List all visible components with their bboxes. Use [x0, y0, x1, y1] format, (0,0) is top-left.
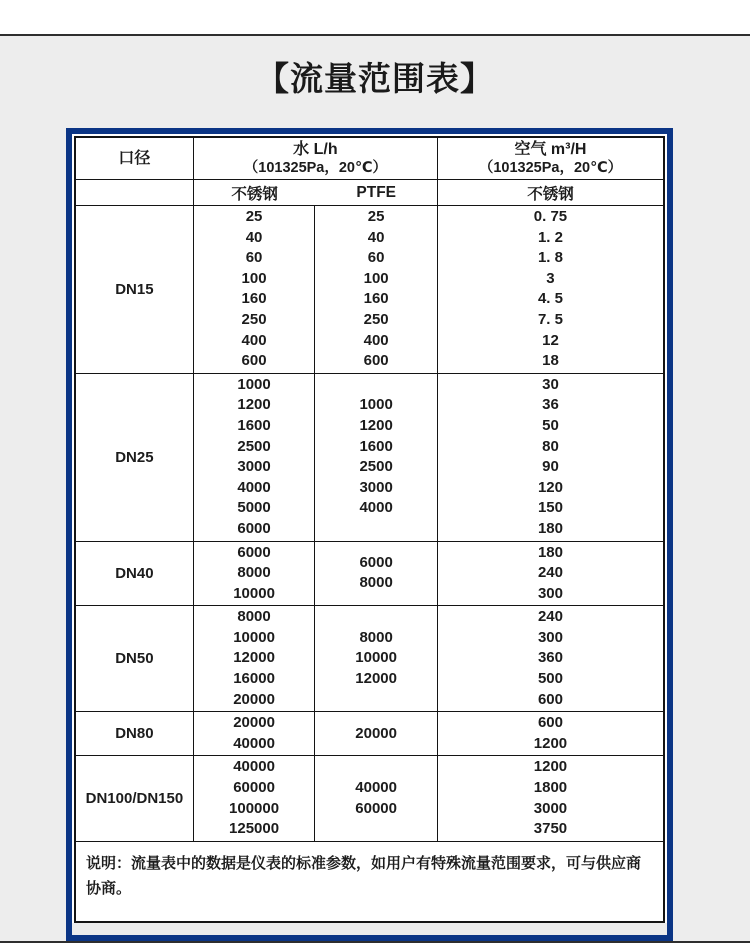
value-line: 12000	[355, 670, 397, 688]
value-line: 100	[363, 269, 389, 287]
value-line: 10000	[355, 649, 397, 667]
subheader-air-stainless-label: 不锈钢	[527, 185, 574, 203]
value-line: 250	[241, 310, 267, 328]
header-diameter	[76, 138, 193, 179]
top-white-strip	[0, 0, 750, 34]
water-ptfe-values	[314, 542, 437, 606]
water-ptfe-values	[314, 712, 437, 755]
value-line: 12000	[233, 649, 275, 667]
value-line: 3750	[533, 820, 568, 838]
value-line: 360	[537, 649, 563, 667]
value-line: 1000	[359, 396, 393, 414]
value-line: 240	[537, 564, 563, 582]
value-line: 0. 75	[533, 208, 568, 225]
diameter-label: DN40	[115, 564, 154, 582]
value-line: 36	[542, 396, 559, 414]
value-line: 1200	[237, 396, 271, 414]
diameter-label: DN15	[115, 280, 154, 298]
value-line: 8000	[237, 608, 271, 626]
diameter-label: DN80	[115, 725, 154, 743]
value-line: 50	[542, 416, 559, 434]
value-line: 3	[546, 269, 555, 287]
value-line: 1. 2	[537, 228, 563, 246]
value-line: 160	[363, 290, 389, 308]
value-line: 3000	[533, 799, 568, 817]
value-line: 60	[367, 249, 385, 267]
header-water-title: 水 L/h	[293, 140, 338, 158]
value-line: 1200	[359, 416, 393, 434]
value-line: 80	[542, 437, 559, 455]
value-line: 400	[241, 331, 267, 349]
water-stainless-values	[193, 606, 315, 711]
value-line: 40	[367, 228, 385, 246]
value-line: 12	[542, 331, 559, 349]
value-line: 20000	[355, 724, 397, 742]
value-line: 3000	[237, 458, 271, 476]
value-line: 25	[245, 208, 263, 225]
value-line: 7. 5	[537, 310, 563, 328]
frame-bottom-strip	[72, 923, 667, 935]
value-line: 500	[537, 670, 563, 688]
water-stainless-values	[193, 542, 315, 606]
value-line: 10000	[233, 628, 275, 646]
value-line: 40	[245, 228, 263, 246]
value-line: 60000	[233, 779, 275, 797]
table-section-dn25	[76, 373, 663, 541]
value-line: 60	[245, 249, 263, 267]
value-line: 6000	[359, 553, 393, 571]
flow-range-table	[74, 136, 665, 923]
table-section-dn15	[76, 205, 663, 373]
value-line: 40000	[355, 779, 397, 797]
table-note: 说明：流量表中的数据是仪表的标准参数，如用户有特殊流量范围要求，可与供应商协商。	[76, 841, 663, 921]
table-frame	[66, 128, 673, 941]
value-line: 3000	[359, 478, 393, 496]
value-line: 120	[537, 478, 563, 496]
table-section-dn40	[76, 541, 663, 606]
subheader-empty-cell	[76, 180, 193, 205]
value-line: 6000	[237, 543, 271, 561]
value-line: 1. 8	[537, 249, 563, 267]
value-line: 160	[241, 290, 267, 308]
table-header-row	[76, 138, 663, 179]
water-ptfe-values	[314, 374, 437, 541]
value-line: 4000	[237, 478, 271, 496]
value-line: 2500	[359, 458, 393, 476]
value-line: 300	[537, 628, 563, 646]
value-line: 1600	[359, 437, 393, 455]
value-line: 20000	[233, 690, 275, 708]
water-stainless-values	[193, 374, 315, 541]
header-air	[437, 138, 663, 179]
value-line: 180	[537, 519, 563, 537]
value-line: 100000	[229, 799, 280, 817]
subheader-water-materials	[193, 180, 437, 205]
value-line: 1800	[533, 779, 568, 797]
value-line: 20000	[233, 714, 275, 732]
header-water	[193, 138, 437, 179]
value-line: 600	[363, 352, 389, 370]
air-stainless-values	[437, 606, 663, 711]
header-air-condition: （101325Pa，20℃）	[478, 159, 623, 176]
diameter-label: DN100/DN150	[85, 790, 184, 808]
subheader-water-ptfe: PTFE	[356, 183, 397, 201]
value-line: 600	[241, 352, 267, 370]
table-section-dn80	[76, 711, 663, 755]
value-line: 300	[537, 584, 563, 602]
water-stainless-values	[193, 206, 315, 373]
value-line: 600	[537, 714, 563, 732]
page-body	[0, 36, 750, 941]
air-stainless-values	[437, 712, 663, 755]
value-line: 250	[363, 310, 389, 328]
value-line: 4000	[359, 499, 393, 517]
value-line: 4. 5	[537, 290, 563, 308]
value-line: 1200	[533, 734, 568, 752]
value-line: 40000	[233, 734, 275, 752]
table-section-dn100-dn150	[76, 755, 663, 840]
bottom-separator-line	[0, 941, 750, 943]
value-line: 90	[542, 458, 559, 476]
diameter-label: DN25	[115, 448, 154, 466]
value-line: 600	[537, 690, 563, 708]
value-line: 8000	[237, 564, 271, 582]
value-line: 10000	[233, 584, 275, 602]
value-line: 16000	[233, 670, 275, 688]
water-ptfe-values	[314, 756, 437, 840]
value-line: 1000	[237, 375, 271, 393]
water-stainless-values	[193, 756, 315, 840]
value-line: 6000	[237, 519, 271, 537]
water-ptfe-values	[314, 206, 437, 373]
value-line: 40000	[233, 758, 275, 776]
value-line: 1600	[237, 416, 271, 434]
value-line: 1200	[533, 758, 568, 776]
subheader-water-stainless: 不锈钢	[231, 185, 278, 203]
air-stainless-values	[437, 374, 663, 541]
value-line: 60000	[355, 799, 397, 817]
water-stainless-values	[193, 712, 315, 755]
air-stainless-values	[437, 756, 663, 840]
air-stainless-values	[437, 206, 663, 373]
value-line: 8000	[359, 574, 393, 592]
diameter-label: DN50	[115, 650, 154, 668]
value-line: 30	[542, 375, 559, 393]
value-line: 5000	[237, 499, 271, 517]
value-line: 240	[537, 608, 563, 626]
header-air-title: 空气 m³/H	[514, 140, 587, 158]
value-line: 100	[241, 269, 267, 287]
subheader-air-stainless	[437, 180, 663, 205]
header-water-condition: （101325Pa，20℃）	[243, 159, 388, 176]
value-line: 150	[537, 499, 563, 517]
value-line: 125000	[229, 820, 280, 838]
value-line: 8000	[359, 628, 393, 646]
air-stainless-values	[437, 542, 663, 606]
table-subheader-row	[76, 179, 663, 205]
value-line: 25	[367, 208, 385, 225]
page-title: 【流量范围表】	[256, 60, 494, 97]
value-line: 180	[537, 543, 563, 561]
value-line: 2500	[237, 437, 271, 455]
value-line: 400	[363, 331, 389, 349]
header-diameter-label: 口径	[118, 150, 151, 167]
value-line: 18	[542, 352, 559, 370]
table-section-dn50	[76, 605, 663, 711]
water-ptfe-values	[314, 606, 437, 711]
